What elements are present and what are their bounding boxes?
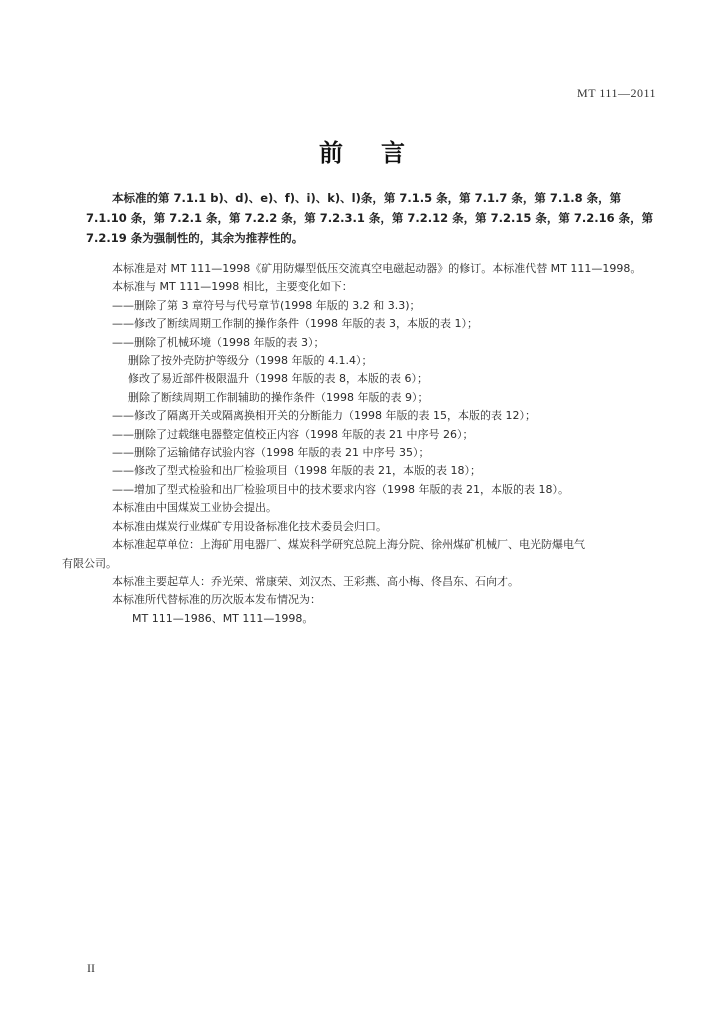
mandatory-line: 7.1.10 条，第 7.2.1 条，第 7.2.2 条，第 7.2.3.1 条，第 7.2.12 条，第 7.2.15 条，第 7.2.16 条，第 bbox=[86, 211, 654, 225]
page-number: II bbox=[87, 961, 95, 975]
change-item: ——修改了型式检验和出厂检验项目（1998 年版的表 21，本版的表 18）； bbox=[112, 464, 481, 478]
paragraph-changes-intro: 本标准与 MT 111—1998 相比，主要变化如下： bbox=[112, 280, 353, 294]
paragraph-drafters: 本标准主要起草人：乔光荣、常康荣、刘汉杰、王彩燕、高小梅、佟昌东、石向才。 bbox=[112, 574, 519, 588]
change-item: ——增加了型式检验和出厂检验项目中的技术要求内容（1998 年版的表 21，本版的表 18）。 bbox=[112, 482, 569, 496]
change-item: ——修改了隔离开关或隔离换相开关的分断能力（1998 年版的表 15，本版的表 12）； bbox=[112, 409, 536, 423]
change-subitem: 删除了按外壳防护等级分（1998 年版的 4.1.4）； bbox=[128, 354, 373, 368]
mandatory-line: 7.2.19 条为强制性的，其余为推荐性的。 bbox=[86, 231, 304, 245]
change-item: ——删除了机械环境（1998 年版的表 3）； bbox=[112, 335, 325, 349]
paragraph-history-versions: MT 111—1986、MT 111—1998。 bbox=[132, 611, 314, 625]
page-title: 前言 bbox=[319, 139, 443, 167]
paragraph-history-intro: 本标准所代替标准的历次版本发布情况为： bbox=[112, 593, 321, 607]
change-item: ——删除了过载继电器整定值校正内容（1998 年版的表 21 中序号 26）； bbox=[112, 427, 474, 441]
change-item: ——删除了运输储存试验内容（1998 年版的表 21 中序号 35）； bbox=[112, 446, 430, 460]
paragraph-drafting-units: 本标准起草单位：上海矿用电器厂、煤炭科学研究总院上海分院、徐州煤矿机械厂、电光防爆电气 bbox=[112, 538, 585, 552]
change-item: ——修改了断续周期工作制的操作条件（1998 年版的表 3，本版的表 1）； bbox=[112, 317, 478, 331]
standard-number: MT 111—2011 bbox=[577, 86, 656, 100]
paragraph-committee: 本标准由煤炭行业煤矿专用设备标准化技术委员会归口。 bbox=[112, 519, 387, 533]
mandatory-clauses-paragraph bbox=[86, 188, 658, 248]
change-subitem: 修改了易近部件极限温升（1998 年版的表 8，本版的表 6）； bbox=[128, 372, 428, 386]
foreword-body bbox=[62, 260, 658, 628]
paragraph-proposer: 本标准由中国煤炭工业协会提出。 bbox=[112, 501, 277, 515]
mandatory-line: 本标准的第 7.1.1 b)、d)、e)、f)、i)、k)、l)条，第 7.1.5 条，第 7.1.7 条，第 7.1.8 条，第 bbox=[112, 191, 622, 205]
change-subitem: 删除了断续周期工作制辅助的操作条件（1998 年版的表 9）； bbox=[128, 390, 429, 404]
change-item: ——删除了第 3 章符号与代号章节(1998 年版的 3.2 和 3.3)； bbox=[112, 298, 421, 312]
paragraph-revision: 本标准是对 MT 111—1998《矿用防爆型低压交流真空电磁起动器》的修订。本标准代替 MT 111—1998。 bbox=[112, 262, 642, 275]
paragraph-drafting-units-cont: 有限公司。 bbox=[62, 556, 117, 570]
